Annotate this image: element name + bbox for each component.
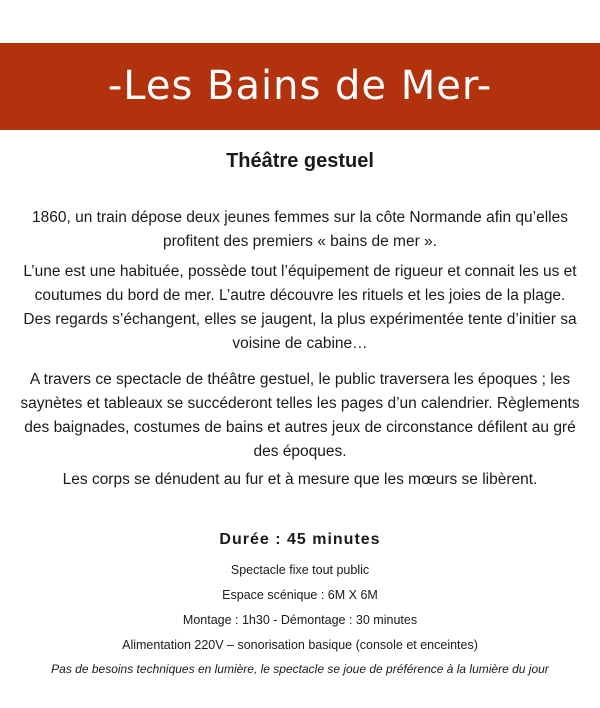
paragraph-closing: Les corps se dénudent au fur et à mesure que les mœurs se libèrent. xyxy=(62,471,538,488)
detail-stage-space: Espace scénique : 6M X 6M xyxy=(222,588,378,602)
page-title: -Les Bains de Mer- xyxy=(107,62,493,109)
detail-power-sound: Alimentation 220V – sonorisation basique (console et enceintes) xyxy=(122,638,478,652)
detail-audience: Spectacle fixe tout public xyxy=(230,563,370,577)
duration-heading: Durée : 45 minutes xyxy=(219,531,381,548)
title-banner xyxy=(0,43,600,130)
subtitle: Théâtre gestuel xyxy=(226,150,374,172)
paragraph-story: L’une est une habituée, possède tout l’équipement de rigueur et connait les us et coutumes du bord de mer. L’autre découvre les rituels et les joies de la plage. Des regards s’échangent, elles se jaugent, la plus expérimentée tente d’initier sa voisine de cabine… xyxy=(23,263,577,352)
paragraph-show: A travers ce spectacle de théâtre gestuel, le public traversera les époques ; les saynètes et tableaux se succéderont telles les pages d’un calendrier. Règlements des baignades, costumes de bains et autres jeux de circonstance défilent au gré des époques. xyxy=(20,371,580,460)
detail-setup-time: Montage : 1h30 - Démontage : 30 minutes xyxy=(182,613,418,627)
paragraph-intro: 1860, un train dépose deux jeunes femmes sur la côte Normande afin qu’elles profitent des premiers « bains de mer ». xyxy=(32,209,568,250)
lighting-note: Pas de besoins techniques en lumière, le spectacle se joue de préférence à la lumière du jour xyxy=(51,662,549,676)
